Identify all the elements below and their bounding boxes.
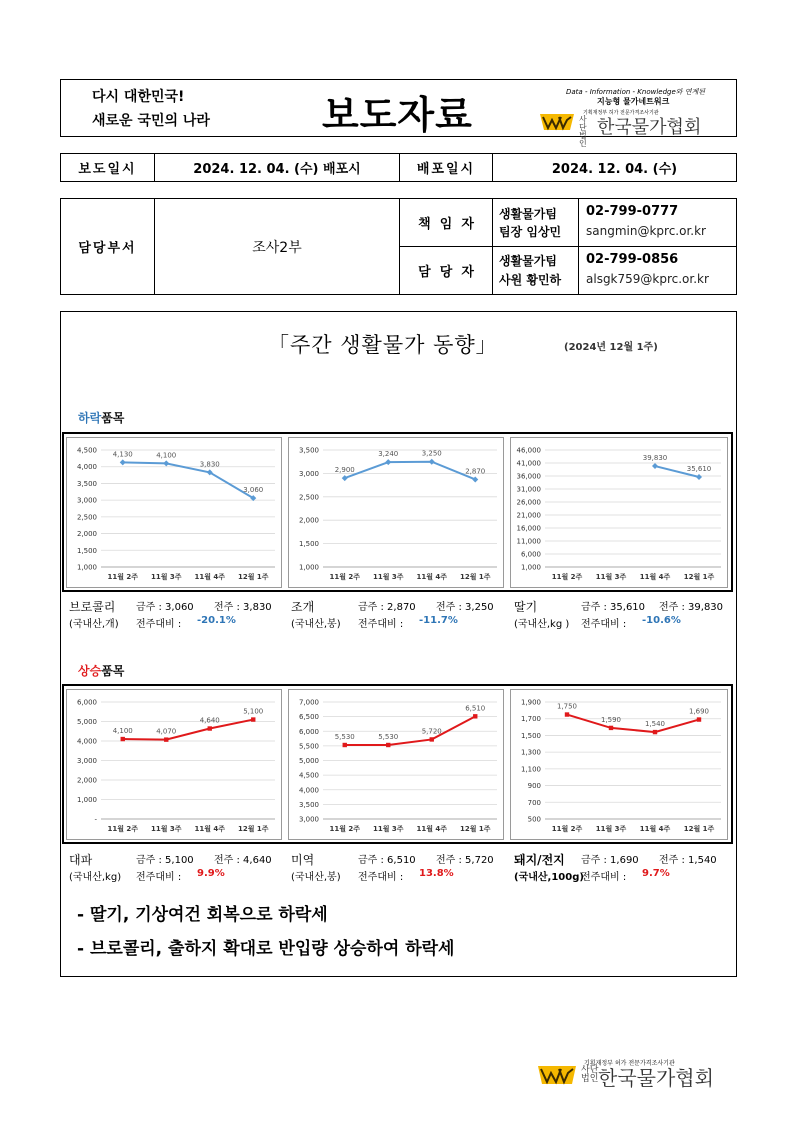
role-staff: 담 당 자 — [399, 246, 493, 295]
x-tick-label: 11월 2주 — [551, 825, 583, 833]
staff-email[interactable]: alsgk759@kprc.or.kr — [586, 272, 709, 286]
item-name: 딸기 — [514, 600, 538, 614]
x-tick-label: 11월 4주 — [639, 573, 671, 581]
this-week-price: 금주 : 35,610 — [581, 602, 646, 613]
item-unit: (국내산,kg ) — [514, 619, 570, 630]
change-value: 9.9% — [197, 868, 225, 879]
y-tick-label: 5,000 — [76, 718, 97, 726]
x-tick-label: 12월 1주 — [683, 573, 715, 581]
y-tick-label: 500 — [527, 815, 541, 824]
data-label: 2,900 — [334, 466, 355, 475]
x-tick-label: 11월 4주 — [639, 825, 671, 833]
data-point — [251, 717, 255, 721]
chart-panel-2 — [288, 437, 504, 588]
x-tick-label: 11월 4주 — [416, 573, 448, 581]
bullet-2: - 브로콜리, 출하지 확대로 반입량 상승하여 하락세 — [77, 939, 455, 959]
staff-phone: 02-799-0856 — [586, 252, 679, 267]
change-label: 전주대비 : — [358, 619, 404, 630]
item-unit: (국내산,봉) — [291, 619, 341, 630]
footer-logo-small: 사단 법인 — [581, 1065, 599, 1084]
item-unit: (국내산,100g) — [514, 872, 584, 883]
last-week-price: 전주 : 5,720 — [436, 855, 494, 866]
y-tick-label: 2,500 — [76, 513, 97, 522]
data-point — [429, 459, 435, 465]
data-point — [565, 712, 569, 716]
footer-logo-name: 한국물가협회 — [598, 1066, 714, 1090]
data-label: 39,830 — [642, 454, 668, 463]
y-tick-label: 4,000 — [298, 786, 319, 795]
data-label: 4,070 — [156, 727, 177, 736]
item-unit: (국내산,봉) — [291, 872, 341, 883]
data-point — [430, 737, 434, 741]
last-week-price: 전주 : 1,540 — [659, 855, 717, 866]
data-point — [609, 726, 613, 730]
y-tick-label: 16,000 — [516, 524, 541, 533]
item-info-4 — [69, 851, 284, 885]
x-tick-label: 11월 4주 — [194, 825, 226, 833]
y-tick-label: 1,500 — [520, 731, 541, 740]
y-tick-label: 6,000 — [298, 727, 319, 736]
y-tick-label: 5,000 — [298, 757, 319, 765]
page-title: 보도자료 — [322, 93, 473, 137]
data-point — [696, 474, 702, 480]
change-value: -11.7% — [419, 615, 458, 626]
item-info-3 — [514, 598, 729, 632]
manager-email[interactable]: sangmin@kprc.or.kr — [586, 224, 706, 238]
this-week-price: 금주 : 1,690 — [581, 855, 639, 866]
last-week-price: 전주 : 4,640 — [214, 855, 272, 866]
team-manager-team: 생활물가팀 — [499, 207, 557, 221]
y-tick-label: 46,000 — [516, 446, 541, 455]
change-label: 전주대비 : — [136, 619, 182, 630]
logo-mark — [540, 112, 574, 132]
x-tick-label: 11월 2주 — [107, 573, 139, 581]
y-tick-label: 1,000 — [298, 563, 319, 572]
chart-panel-3 — [510, 437, 728, 588]
data-label: 4,100 — [156, 451, 177, 460]
y-tick-label: 3,000 — [76, 757, 97, 765]
data-point — [653, 730, 657, 734]
team-manager-person: 팀장 임상민 — [499, 225, 562, 239]
data-point — [163, 460, 169, 466]
x-tick-label: 11월 4주 — [194, 573, 226, 581]
data-point — [385, 459, 391, 465]
item-unit: (국내산,kg) — [69, 872, 122, 883]
y-tick-label: 4,500 — [76, 446, 97, 455]
x-tick-label: 11월 2주 — [329, 825, 361, 833]
y-tick-label: 6,000 — [76, 698, 97, 707]
line-chart-6 — [511, 690, 729, 841]
chart-panel-1 — [66, 437, 282, 588]
y-tick-label: 1,000 — [76, 796, 97, 804]
data-point — [343, 743, 347, 747]
data-label: 3,250 — [421, 449, 442, 458]
y-tick-label: 3,500 — [76, 479, 97, 488]
data-point — [164, 737, 168, 741]
this-week-price: 금주 : 5,100 — [136, 855, 194, 866]
y-tick-label: 21,000 — [516, 511, 541, 520]
change-value: -10.6% — [642, 615, 681, 626]
data-label: 1,540 — [644, 720, 666, 729]
change-label: 전주대비 : — [358, 872, 404, 883]
item-info-6 — [514, 851, 729, 885]
item-name: 돼지/전지 — [514, 853, 565, 867]
x-tick-label: 11월 3주 — [150, 825, 182, 833]
series-line — [567, 715, 699, 733]
data-point — [697, 717, 701, 721]
data-point — [386, 743, 390, 747]
x-tick-label: 12월 1주 — [683, 825, 715, 833]
item-info-5 — [291, 851, 506, 885]
x-tick-label: 11월 3주 — [595, 573, 627, 581]
data-point — [473, 714, 477, 718]
y-tick-label: 4,500 — [298, 771, 319, 780]
y-tick-label: 3,500 — [298, 800, 319, 809]
bullet-1: - 딸기, 기상여건 회복으로 하락세 — [77, 905, 328, 925]
x-tick-label: 12월 1주 — [459, 825, 491, 833]
y-tick-label: 41,000 — [516, 459, 541, 468]
dept-value: 조사2부 — [154, 198, 400, 295]
y-tick-label: 4,000 — [76, 463, 97, 472]
y-tick-label: 1,300 — [520, 748, 541, 757]
x-tick-label: 11월 4주 — [416, 825, 448, 833]
report-title: 「주간 생활물가 동향」 — [268, 333, 498, 357]
item-unit: (국내산,개) — [69, 619, 119, 630]
series-line — [345, 462, 476, 480]
x-tick-label: 11월 2주 — [329, 573, 361, 581]
last-week-price: 전주 : 3,830 — [214, 602, 272, 613]
item-name: 대파 — [69, 853, 93, 867]
y-tick-label: 1,100 — [520, 765, 541, 774]
item-name: 미역 — [291, 853, 315, 867]
logo-name: 한국물가협회 — [597, 117, 702, 138]
series-line — [123, 720, 254, 740]
line-chart-3 — [511, 438, 729, 589]
data-label: 1,690 — [688, 707, 710, 716]
y-tick-label: 1,500 — [298, 540, 319, 549]
this-week-price: 금주 : 2,870 — [358, 602, 416, 613]
y-tick-label: - — [94, 815, 97, 824]
x-tick-label: 11월 3주 — [372, 825, 404, 833]
data-label: 1,750 — [556, 702, 578, 711]
x-tick-label: 11월 3주 — [372, 573, 404, 581]
slogan-line2: 새로운 국민의 나라 — [92, 113, 210, 129]
data-label: 5,100 — [243, 707, 264, 716]
y-tick-label: 3,000 — [76, 496, 97, 505]
slogan-line1: 다시 대한민국! — [92, 89, 185, 105]
data-point — [472, 476, 478, 482]
up-section-label: 상승품목 — [78, 664, 125, 678]
change-value: 13.8% — [419, 868, 454, 879]
this-week-price: 금주 : 3,060 — [136, 602, 194, 613]
data-label: 35,610 — [686, 465, 712, 474]
kprc-logo-icon — [540, 112, 574, 132]
data-label: 4,640 — [199, 716, 220, 725]
change-label: 전주대비 : — [581, 619, 627, 630]
change-value: -20.1% — [197, 615, 236, 626]
y-tick-label: 2,000 — [298, 516, 319, 525]
y-tick-label: 1,500 — [76, 546, 97, 555]
data-label: 5,530 — [378, 732, 399, 741]
team-staff-person: 사원 황민하 — [499, 273, 562, 287]
y-tick-label: 2,500 — [298, 493, 319, 502]
logo-small: 사단 법인 — [579, 115, 587, 148]
this-week-price: 금주 : 6,510 — [358, 855, 416, 866]
footer-logo-sub: 기획재정부 허가 전문가격조사기관 — [584, 1060, 675, 1067]
change-label: 전주대비 : — [136, 872, 182, 883]
data-label: 3,830 — [199, 460, 220, 469]
line-chart-5 — [289, 690, 505, 841]
change-value: 9.7% — [642, 868, 670, 879]
series-line — [123, 462, 254, 498]
data-point — [208, 726, 212, 730]
x-tick-label: 12월 1주 — [237, 825, 269, 833]
item-name: 조개 — [291, 600, 315, 614]
chart-panel-6 — [510, 689, 728, 840]
last-week-price: 전주 : 3,250 — [436, 602, 494, 613]
report-subtitle: (2024년 12월 1주) — [564, 342, 658, 353]
x-tick-label: 12월 1주 — [237, 573, 269, 581]
data-point — [121, 737, 125, 741]
x-tick-label: 12월 1주 — [459, 573, 491, 581]
role-manager: 책 임 자 — [399, 198, 493, 247]
data-label: 4,130 — [112, 450, 133, 459]
item-info-2 — [291, 598, 506, 632]
y-tick-label: 11,000 — [516, 537, 541, 546]
y-tick-label: 4,000 — [76, 737, 97, 746]
data-label: 2,870 — [465, 467, 486, 476]
series-line — [345, 716, 476, 745]
line-chart-4 — [67, 690, 283, 841]
y-tick-label: 7,000 — [298, 698, 319, 707]
logo-tagline1: Data - Information - Knowledge와 연계된 — [566, 88, 706, 96]
chart-panel-5 — [288, 689, 504, 840]
y-tick-label: 3,000 — [298, 469, 319, 478]
dept-label: 담당부서 — [60, 198, 155, 295]
y-tick-label: 3,000 — [298, 815, 319, 824]
change-label: 전주대비 : — [581, 872, 627, 883]
y-tick-label: 36,000 — [516, 472, 541, 481]
data-label: 6,510 — [465, 704, 486, 713]
logo-sub: 기획재정부 허가 전문가격조사기관 — [583, 110, 659, 116]
y-tick-label: 26,000 — [516, 498, 541, 507]
data-label: 5,530 — [334, 732, 355, 741]
y-tick-label: 6,000 — [520, 550, 541, 559]
y-tick-label: 3,500 — [298, 446, 319, 455]
y-tick-label: 31,000 — [516, 485, 541, 494]
y-tick-label: 1,700 — [520, 715, 541, 724]
y-tick-label: 5,500 — [298, 742, 319, 751]
data-label: 3,060 — [243, 486, 264, 495]
down-section-label: 하락품목 — [78, 411, 125, 425]
team-staff-team: 생활물가팀 — [499, 254, 557, 268]
logo-tagline2: 지능형 물가네트워크 — [597, 97, 670, 106]
item-info-1 — [69, 598, 284, 632]
data-point — [342, 475, 348, 481]
y-tick-label: 900 — [527, 782, 541, 791]
y-tick-label: 1,900 — [520, 698, 541, 707]
release-date-value: 2024. 12. 04. (수) 배포시 — [154, 153, 400, 182]
line-chart-1 — [67, 438, 283, 589]
data-label: 5,720 — [421, 727, 442, 736]
x-tick-label: 11월 2주 — [107, 825, 139, 833]
chart-panel-4 — [66, 689, 282, 840]
data-label: 4,100 — [112, 727, 133, 736]
y-tick-label: 1,000 — [520, 563, 541, 572]
last-week-price: 전주 : 39,830 — [659, 602, 724, 613]
data-point — [120, 459, 126, 465]
line-chart-2 — [289, 438, 505, 589]
y-tick-label: 1,000 — [76, 563, 97, 572]
data-label: 1,590 — [600, 715, 622, 724]
y-tick-label: 2,000 — [76, 776, 97, 785]
x-tick-label: 11월 3주 — [595, 825, 627, 833]
data-label: 3,240 — [378, 450, 399, 459]
dist-date-label: 배포일시 — [399, 153, 493, 182]
manager-phone: 02-799-0777 — [586, 204, 679, 219]
y-tick-label: 2,000 — [76, 530, 97, 539]
footer-logo-mark — [538, 1064, 576, 1086]
dist-date-value: 2024. 12. 04. (수) — [492, 153, 737, 182]
x-tick-label: 11월 3주 — [150, 573, 182, 581]
data-point — [652, 463, 658, 469]
item-name: 브로콜리 — [69, 600, 116, 614]
y-tick-label: 6,500 — [298, 713, 319, 722]
kprc-footer-logo-icon — [538, 1064, 576, 1086]
x-tick-label: 11월 2주 — [551, 573, 583, 581]
y-tick-label: 700 — [527, 798, 541, 807]
release-date-label: 보도일시 — [60, 153, 155, 182]
